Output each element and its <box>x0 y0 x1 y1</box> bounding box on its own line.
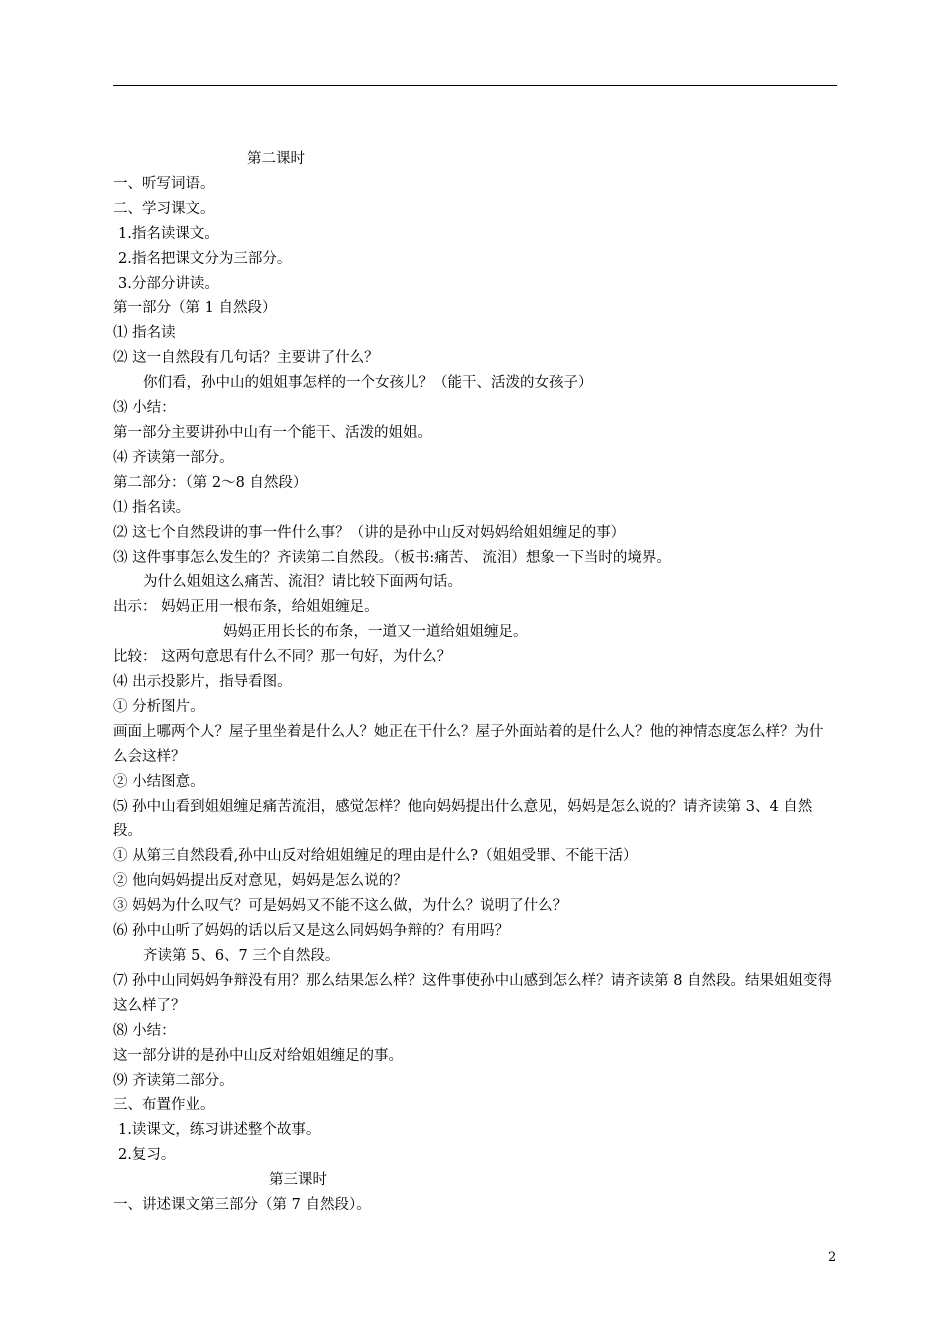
text-line: ② 他向妈妈提出反对意见，妈妈是怎么说的？ <box>113 873 408 890</box>
section-heading: 三、布置作业。 <box>113 1097 215 1114</box>
text-line: ② 小结图意。 <box>113 773 205 790</box>
text-line: ⑵ 这七个自然段讲的事一件什么事？（讲的是孙中山反对妈妈给姐姐缠足的事） <box>113 524 626 541</box>
text-line: 第一部分主要讲孙中山有一个能干、活泼的姐姐。 <box>113 424 432 441</box>
text-line: ⑼ 齐读第二部分。 <box>113 1072 234 1089</box>
text-line: ⑹ 孙中山听了妈妈的话以后又是这么同妈妈争辩的？有用吗？ <box>113 923 510 940</box>
lesson-heading: 第二课时 <box>247 151 305 167</box>
text-paragraph: ⑸ 孙中山看到姐姐缠足痛苦流泪，感觉怎样？他向妈妈提出什么意见，妈妈是怎么说的？请齐读第 3、4 自然段。 <box>113 798 813 840</box>
text-line: ① 从第三自然段看,孙中山反对给姐姐缠足的理由是什么?（姐姐受罪、不能干活） <box>113 848 638 865</box>
text-line: ⑶ 这件事事怎么发生的？齐读第二自然段。（板书:痛苦、 流泪）想象一下当时的境界。 <box>113 549 671 566</box>
numbered-item: 1.读课文，练习讲述整个故事。 <box>118 1122 321 1139</box>
text-line: 这一部分讲的是孙中山反对给姐姐缠足的事。 <box>113 1047 403 1064</box>
text-line: ⑶ 小结： <box>113 400 176 417</box>
text-line: 比较： 这两句意思有什么不同？那一句好，为什么？ <box>113 649 452 666</box>
text-line: 为什么姐姐这么痛苦、流泪？请比较下面两句话。 <box>143 574 462 591</box>
numbered-item: 2.指名把课文分为三部分。 <box>118 250 292 267</box>
text-line: ③ 妈妈为什么叹气？可是妈妈又不能不这么做，为什么？说明了什么？ <box>113 898 568 915</box>
page-number: 2 <box>828 1250 837 1265</box>
numbered-item: 3.分部分讲读。 <box>118 275 219 292</box>
text-line: 齐读第 5、6、7 三个自然段。 <box>143 948 340 964</box>
numbered-item: 2.复习。 <box>118 1147 176 1164</box>
document-body <box>113 147 837 1218</box>
header-rule <box>113 85 837 86</box>
text-line: ⑷ 齐读第一部分。 <box>113 449 234 466</box>
text-line: ① 分析图片。 <box>113 698 205 715</box>
section-heading: 一、讲述课文第三部分（第 7 自然段）。 <box>113 1197 371 1214</box>
text-line: ⑻ 小结： <box>113 1022 176 1039</box>
part-heading: 第一部分（第 1 自然段） <box>113 300 277 317</box>
text-line: 妈妈正用长长的布条，一道又一道给姐姐缠足。 <box>223 624 528 641</box>
section-heading: 一、听写词语。 <box>113 175 215 192</box>
numbered-item: 1.指名读课文。 <box>118 225 219 242</box>
text-line: 你们看，孙中山的姐姐事怎样的一个女孩儿？（能干、活泼的女孩子） <box>143 375 593 392</box>
lesson-heading: 第三课时 <box>269 1172 327 1189</box>
text-paragraph: 画面上哪两个人？屋子里坐着是什么人？她正在干什么？屋子外面站着的是什么人？他的神情态度怎么样？为什么会这样？ <box>113 723 824 765</box>
part-heading: 第二部分：（第 2～8 自然段） <box>113 474 308 491</box>
section-heading: 二、学习课文。 <box>113 200 215 217</box>
text-paragraph: ⑺ 孙中山同妈妈争辩没有用？那么结果怎么样？这件事使孙中山感到怎么样？请齐读第 8 自然段。结果姐姐变得这么样了？ <box>113 972 833 1014</box>
text-line: ⑷ 出示投影片，指导看图。 <box>113 674 292 691</box>
text-line: ⑴ 指名读。 <box>113 499 191 516</box>
text-line: ⑵ 这一自然段有几句话？主要讲了什么？ <box>113 350 379 367</box>
text-line: 出示： 妈妈正用一根布条，给姐姐缠足。 <box>113 599 379 616</box>
text-line: ⑴ 指名读 <box>113 325 176 342</box>
